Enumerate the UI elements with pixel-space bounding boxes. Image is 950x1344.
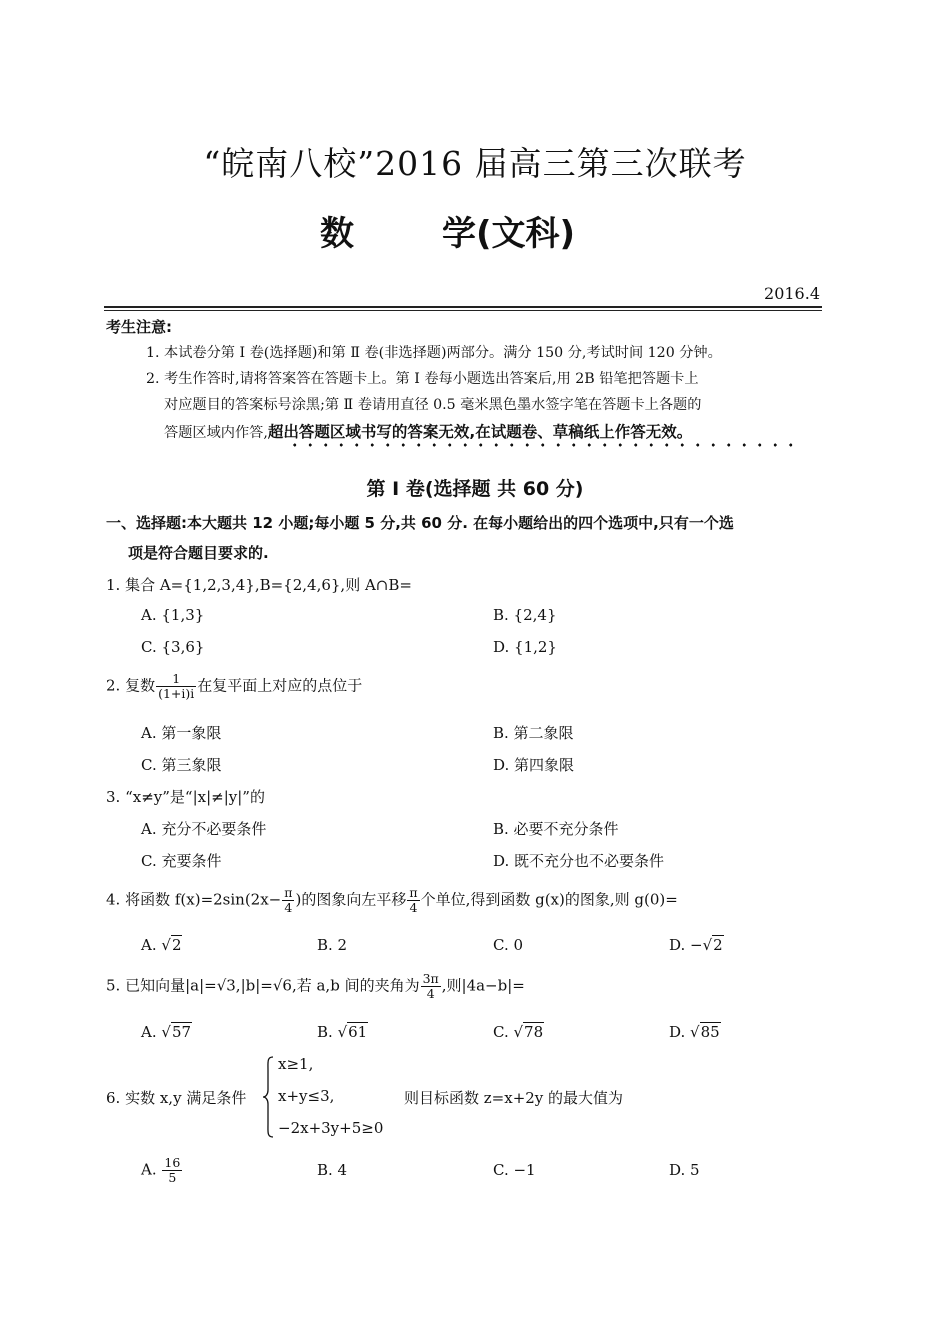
question-4-fraction-1 xyxy=(282,886,294,915)
question-2-stem xyxy=(106,672,362,701)
fraction-denominator: 4 xyxy=(284,900,293,915)
part-instructions-line-1: 一、选择题:本大题共 12 小题;每小题 5 分,共 60 分. 在每小题给出的四个选项中,只有一个选 xyxy=(106,514,734,532)
question-6-option-a xyxy=(141,1156,183,1185)
question-4-fraction-2 xyxy=(407,886,419,915)
notice-plain-text: 答题区域内作答, xyxy=(164,425,268,441)
exam-date: 2016.4 xyxy=(764,284,820,303)
question-4-prefix: 4. 将函数 f(x)=2sin(2x− xyxy=(106,890,282,909)
question-5-option-b xyxy=(317,1023,368,1041)
system-brace-icon xyxy=(262,1056,274,1138)
question-2-suffix: 在复平面上对应的点位于 xyxy=(197,676,363,695)
question-4-option-c: C. 0 xyxy=(493,936,524,954)
radicand: 2 xyxy=(713,936,723,954)
fraction-numerator: 16 xyxy=(164,1155,181,1170)
constraint-3: −2x+3y+5≥0 xyxy=(278,1119,384,1137)
question-3-option-a: A. 充分不必要条件 xyxy=(141,820,267,838)
question-5-prefix: 5. 已知向量|a|=√3,|b|=√6,若 a,b 间的夹角为 xyxy=(106,976,420,995)
fraction-denominator: 4 xyxy=(426,986,435,1001)
fraction-numerator: π xyxy=(409,885,418,900)
radicand: 61 xyxy=(348,1023,368,1041)
question-2-option-d: D. 第四象限 xyxy=(493,756,575,774)
fraction-numerator: 3π xyxy=(422,971,439,986)
question-3-option-d: D. 既不充分也不必要条件 xyxy=(493,852,665,870)
notice-item-1: 1. 本试卷分第 Ⅰ 卷(选择题)和第 Ⅱ 卷(非选择题)两部分。满分 150 分,考试时间 120 分钟。 xyxy=(146,345,722,361)
question-6-option-d: D. 5 xyxy=(669,1161,700,1179)
notice-item-2-line-3 xyxy=(164,420,692,442)
sqrt-icon: √ xyxy=(702,936,713,954)
fraction-numerator: π xyxy=(284,885,293,900)
option-fraction xyxy=(162,1156,182,1185)
part-instructions-line-2: 项是符合题目要求的. xyxy=(128,544,269,562)
fraction-numerator: 1 xyxy=(156,672,196,687)
question-5-option-a xyxy=(141,1023,192,1041)
exam-title: “皖南八校”2016 届高三第三次联考 xyxy=(203,144,747,183)
option-label: A. xyxy=(141,1160,162,1179)
question-4-suffix: 个单位,得到函数 g(x)的图象,则 g(0)= xyxy=(420,890,678,909)
question-3-option-b: B. 必要不充分条件 xyxy=(493,820,619,838)
question-6-suffix: 则目标函数 z=x+2y 的最大值为 xyxy=(404,1089,624,1107)
question-4-option-d xyxy=(669,936,724,954)
question-4-option-a xyxy=(141,936,182,954)
question-6-prefix: 6. 实数 x,y 满足条件 xyxy=(106,1089,247,1107)
sqrt-icon: √ xyxy=(161,936,171,954)
question-2-option-b: B. 第二象限 xyxy=(493,724,574,742)
question-2-prefix: 2. 复数 xyxy=(106,676,156,695)
sqrt-icon: √ xyxy=(513,1023,524,1041)
option-label: A. xyxy=(141,1023,162,1041)
radicand: 2 xyxy=(171,936,182,954)
notice-heading: 考生注意: xyxy=(106,318,172,336)
fraction-denominator: (1+i)i xyxy=(158,686,195,701)
sqrt-icon: √ xyxy=(337,1023,348,1041)
question-5-fraction xyxy=(421,972,441,1001)
question-3-stem: 3. “x≠y”是“|x|≠|y|”的 xyxy=(106,788,265,806)
notice-item-2-line-1: 2. 考生作答时,请将答案答在答题卡上。第 Ⅰ 卷每小题选出答案后,用 2B 铅笔把答题卡上 xyxy=(146,371,699,387)
option-label: D. − xyxy=(669,936,703,954)
notice-bold-warning: 超出答题区域书写的答案无效,在试题卷、草稿纸上作答无效。 xyxy=(267,423,693,441)
question-1-option-b: B. {2,4} xyxy=(493,606,557,624)
question-1-option-d: D. {1,2} xyxy=(493,638,557,656)
question-1-stem: 1. 集合 A={1,2,3,4},B={2,4,6},则 A∩B= xyxy=(106,576,412,594)
subject-title-right: 学(文科) xyxy=(442,214,576,254)
question-5-stem xyxy=(106,972,525,1001)
question-3-option-c: C. 充要条件 xyxy=(141,852,222,870)
question-1-option-c: C. {3,6} xyxy=(141,638,205,656)
question-2-option-c: C. 第三象限 xyxy=(141,756,222,774)
option-label: A. xyxy=(141,936,162,954)
header-rule xyxy=(104,306,822,308)
radicand: 57 xyxy=(171,1023,192,1041)
subject-title-left: 数 xyxy=(320,214,354,254)
question-6-option-c: C. −1 xyxy=(493,1161,536,1179)
question-2-fraction xyxy=(156,672,196,701)
sqrt-icon: √ xyxy=(690,1023,700,1041)
sqrt-icon: √ xyxy=(161,1023,171,1041)
question-4-stem xyxy=(106,886,678,915)
question-2-option-a: A. 第一象限 xyxy=(141,724,222,742)
fraction-denominator: 5 xyxy=(168,1170,177,1185)
radicand: 85 xyxy=(700,1023,720,1041)
radicand: 78 xyxy=(524,1023,544,1041)
constraint-2: x+y≤3, xyxy=(278,1087,335,1105)
question-5-option-c xyxy=(493,1023,544,1041)
notice-item-2-line-2: 对应题目的答案标号涂黑;第 Ⅱ 卷请用直径 0.5 毫米黑色墨水签字笔在答题卡上各题的 xyxy=(164,397,702,413)
fraction-denominator: 4 xyxy=(409,900,418,915)
question-6-option-b: B. 4 xyxy=(317,1161,348,1179)
question-4-middle: )的图象向左平移 xyxy=(295,890,407,909)
option-label: B. xyxy=(317,1023,338,1041)
question-4-option-b: B. 2 xyxy=(317,936,348,954)
question-5-option-d xyxy=(669,1023,721,1041)
question-5-suffix: ,则|4a−b|= xyxy=(441,976,525,995)
option-label: C. xyxy=(493,1023,514,1041)
header-rule-thin xyxy=(104,310,822,311)
emphasis-dots xyxy=(287,442,799,448)
section-title: 第 Ⅰ 卷(选择题 共 60 分) xyxy=(366,478,584,500)
option-label: D. xyxy=(669,1023,691,1041)
question-1-option-a: A. {1,3} xyxy=(141,606,205,624)
constraint-1: x≥1, xyxy=(278,1055,314,1073)
